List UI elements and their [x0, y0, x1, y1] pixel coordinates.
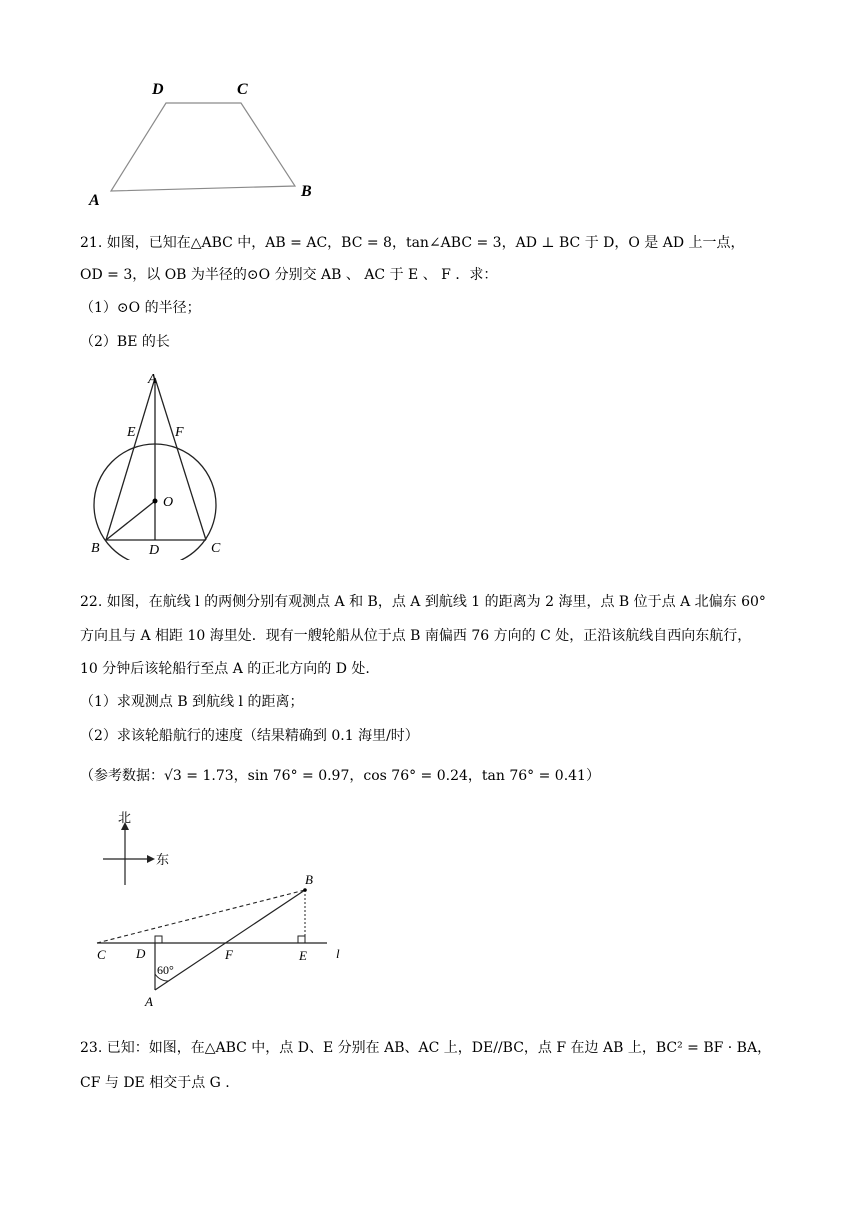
q22-reference-data: （参考数据：√3 = 1.73，sin 76° = 0.97，cos 76° = 0.24，tan 76° = 0.41）	[80, 768, 600, 784]
q23-line1: 23. 已知：如图，在△ABC 中，点 D、E 分别在 AB、AC 上，DE//BC，点 F 在边 AB 上，BC² = BF · BA，	[80, 1040, 772, 1056]
label-C: C	[97, 947, 106, 962]
label-C: C	[237, 81, 248, 98]
label-D: D	[152, 81, 164, 98]
q21-line1: 21. 如图，已知在△ABC 中，AB = AC，BC = 8，tan∠ABC = 3，AD ⊥ BC 于 D，O 是 AD 上一点，	[80, 235, 745, 251]
label-A: A	[145, 994, 153, 1009]
segment-AB	[155, 890, 305, 990]
circle-triangle-figure	[85, 365, 245, 560]
label-D: D	[136, 946, 146, 961]
label-north: 北	[118, 810, 132, 825]
segment-AC	[155, 378, 206, 540]
label-B: B	[305, 872, 313, 887]
trapezoid-shape	[111, 103, 295, 191]
label-A: A	[148, 372, 157, 387]
label-angle-60: 60°	[157, 963, 174, 977]
q22-line1: 22. 如图，在航线 l 的两侧分别有观测点 A 和 B，点 A 到航线 1 的距离为 2 海里，点 B 位于点 A 北偏东 60°	[80, 594, 766, 610]
label-A: A	[89, 192, 100, 209]
q22-sub2: （2）求该轮船航行的速度（结果精确到 0.1 海里/时）	[80, 728, 419, 744]
label-F: F	[175, 425, 184, 440]
right-angle-D	[155, 936, 162, 943]
segment-CB	[97, 890, 305, 943]
right-angle-E	[298, 936, 305, 943]
label-east: 东	[156, 852, 170, 867]
east-arrowhead	[147, 855, 155, 863]
label-O: O	[163, 495, 174, 510]
q22-line3: 10 分钟后该轮船行至点 A 的正北方向的 D 处.	[80, 661, 370, 677]
label-E: E	[127, 425, 136, 440]
q21-sub1: （1）⊙O 的半径；	[80, 300, 201, 316]
point-B	[303, 888, 307, 892]
q22-sub1: （1）求观测点 B 到航线 l 的距离；	[80, 694, 304, 710]
label-C: C	[211, 541, 221, 556]
q23-line2: CF 与 DE 相交于点 G .	[80, 1075, 230, 1091]
navigation-figure	[85, 808, 360, 1013]
q21-sub2: （2）BE 的长	[80, 334, 170, 350]
label-F: F	[225, 947, 233, 962]
segment-AB	[106, 378, 155, 540]
trapezoid-figure	[85, 78, 335, 213]
label-l: l	[336, 946, 340, 961]
label-D: D	[149, 543, 160, 558]
segment-OB	[106, 501, 155, 540]
q21-line2: OD = 3，以 OB 为半径的⊙O 分别交 AB 、 AC 于 E 、 F ．求：	[80, 267, 498, 283]
label-B: B	[91, 541, 100, 556]
label-B: B	[301, 183, 312, 200]
point-O	[153, 499, 158, 504]
label-E: E	[299, 948, 307, 963]
q22-line2: 方向且与 A 相距 10 海里处．现有一艘轮船从位于点 B 南偏西 76 方向的 C 处，正沿该航线自西向东航行，	[80, 628, 752, 644]
